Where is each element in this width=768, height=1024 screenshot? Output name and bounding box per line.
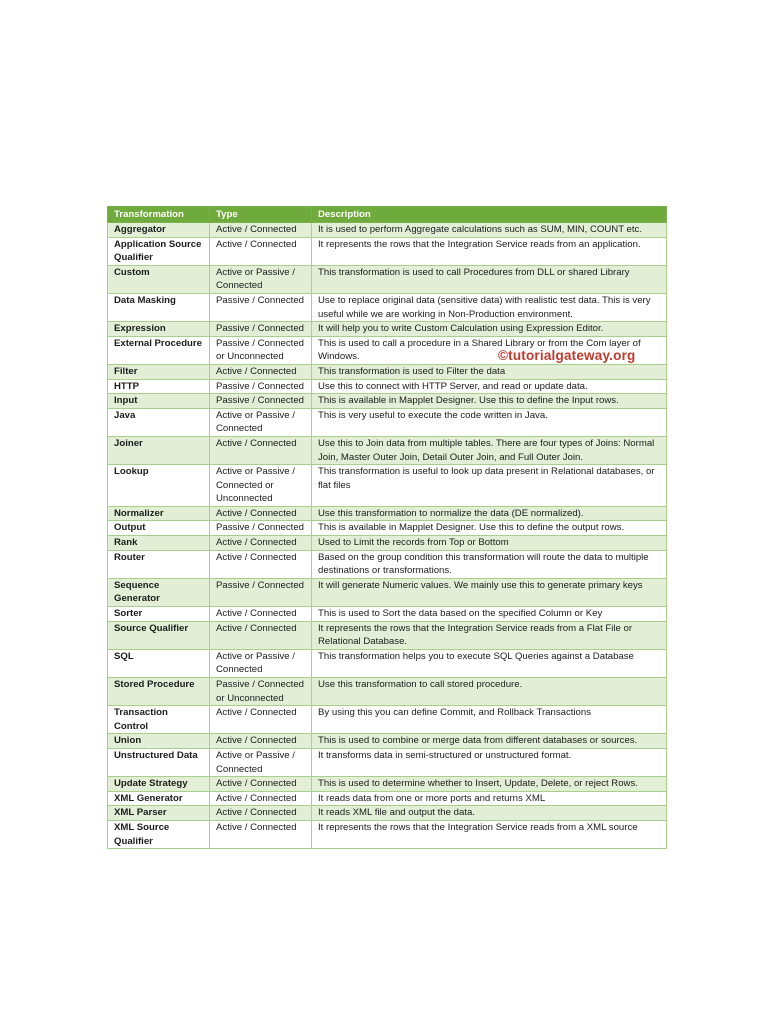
transformation-type-cell: Active / Connected	[210, 436, 312, 464]
transformation-name-cell: XML Generator	[108, 791, 210, 806]
transformation-type-cell: Active / Connected	[210, 734, 312, 749]
transformation-description-cell: It represents the rows that the Integration Service reads from an application.	[312, 237, 667, 265]
transformation-name-cell: XML Source Qualifier	[108, 820, 210, 848]
transformation-description-cell: This is available in Mapplet Designer. Use this to define the Input rows.	[312, 394, 667, 409]
transformation-description-cell: This transformation helps you to execute SQL Queries against a Database	[312, 649, 667, 677]
table-row	[108, 649, 667, 677]
transformation-description-cell: This is used to combine or merge data from different databases or sources.	[312, 734, 667, 749]
table-row	[108, 621, 667, 649]
table-row	[108, 578, 667, 606]
transformation-description-cell: Use this transformation to call stored procedure.	[312, 678, 667, 706]
transformation-description-cell: Used to Limit the records from Top or Bottom	[312, 536, 667, 551]
transformation-type-cell: Active or Passive / Connected	[210, 408, 312, 436]
transformation-type-cell: Active / Connected	[210, 621, 312, 649]
transformation-type-cell: Passive / Connected	[210, 293, 312, 321]
transformation-name-cell: Update Strategy	[108, 777, 210, 792]
transformation-type-cell: Active / Connected	[210, 536, 312, 551]
transformation-description-cell: It reads XML file and output the data.	[312, 806, 667, 821]
transformation-name-cell: Source Qualifier	[108, 621, 210, 649]
transformation-name-cell: SQL	[108, 649, 210, 677]
transformation-name-cell: Rank	[108, 536, 210, 551]
table-row	[108, 265, 667, 293]
transformation-description-cell: It will generate Numeric values. We mainly use this to generate primary keys	[312, 578, 667, 606]
transformation-description-cell: Use this to connect with HTTP Server, and read or update data.	[312, 379, 667, 394]
transformation-name-cell: Sorter	[108, 607, 210, 622]
transformation-name-cell: Expression	[108, 322, 210, 337]
transformation-name-cell: XML Parser	[108, 806, 210, 821]
table-row	[108, 223, 667, 238]
header-description: Description	[312, 207, 667, 223]
transformation-type-cell: Passive / Connected or Unconnected	[210, 336, 312, 364]
transformation-description-cell: Use this transformation to normalize the data (DE normalized).	[312, 506, 667, 521]
transformation-description-cell: It is used to perform Aggregate calculations such as SUM, MIN, COUNT etc.	[312, 223, 667, 238]
table-row	[108, 379, 667, 394]
table-header	[108, 207, 667, 223]
transformation-name-cell: Application Source Qualifier	[108, 237, 210, 265]
transformation-type-cell: Active or Passive / Connected or Unconnected	[210, 465, 312, 507]
transformation-description-cell: This is very useful to execute the code written in Java.	[312, 408, 667, 436]
transformation-name-cell: Lookup	[108, 465, 210, 507]
transformation-name-cell: Transaction Control	[108, 706, 210, 734]
table-row	[108, 820, 667, 848]
transformation-name-cell: Aggregator	[108, 223, 210, 238]
table-row	[108, 734, 667, 749]
table-row	[108, 436, 667, 464]
table-row	[108, 394, 667, 409]
transformation-description-cell: This transformation is used to call Procedures from DLL or shared Library	[312, 265, 667, 293]
transformation-type-cell: Active or Passive / Connected	[210, 649, 312, 677]
table-row	[108, 237, 667, 265]
transformation-description-cell: It represents the rows that the Integration Service reads from a Flat File or Relational Database.	[312, 621, 667, 649]
transformation-description-cell: Based on the group condition this transformation will route the data to multiple destinations or transformations.	[312, 550, 667, 578]
transformation-type-cell: Active or Passive / Connected	[210, 748, 312, 776]
transformation-name-cell: Joiner	[108, 436, 210, 464]
transformation-name-cell: HTTP	[108, 379, 210, 394]
transformation-type-cell: Passive / Connected	[210, 379, 312, 394]
table-row	[108, 748, 667, 776]
table-body	[108, 223, 667, 849]
transformation-type-cell: Active / Connected	[210, 706, 312, 734]
transformation-type-cell: Active or Passive / Connected	[210, 265, 312, 293]
table-row	[108, 536, 667, 551]
transformation-type-cell: Passive / Connected	[210, 394, 312, 409]
transformation-type-cell: Active / Connected	[210, 237, 312, 265]
transformation-type-cell: Active / Connected	[210, 777, 312, 792]
transformation-description-cell: Use this to Join data from multiple tables. There are four types of Joins: Normal Join, Master Outer Join, Detail Outer Join, and Full Outer Join.	[312, 436, 667, 464]
transformations-table-container	[107, 206, 666, 849]
transformation-description-cell: It reads data from one or more ports and returns XML	[312, 791, 667, 806]
transformation-name-cell: Data Masking	[108, 293, 210, 321]
table-row	[108, 465, 667, 507]
table-row	[108, 678, 667, 706]
transformation-description-cell: This is used to determine whether to Insert, Update, Delete, or reject Rows.	[312, 777, 667, 792]
transformation-type-cell: Passive / Connected	[210, 521, 312, 536]
table-row	[108, 607, 667, 622]
transformation-name-cell: Stored Procedure	[108, 678, 210, 706]
header-transformation: Transformation	[108, 207, 210, 223]
transformation-type-cell: Active / Connected	[210, 806, 312, 821]
table-row	[108, 777, 667, 792]
table-row	[108, 322, 667, 337]
transformation-type-cell: Active / Connected	[210, 223, 312, 238]
transformation-type-cell: Active / Connected	[210, 550, 312, 578]
table-row	[108, 706, 667, 734]
transformation-name-cell: Union	[108, 734, 210, 749]
transformation-description-cell: This transformation is useful to look up data present in Relational databases, or flat files	[312, 465, 667, 507]
transformation-description-cell: By using this you can define Commit, and Rollback Transactions	[312, 706, 667, 734]
table-row	[108, 506, 667, 521]
table-row	[108, 550, 667, 578]
transformation-name-cell: Normalizer	[108, 506, 210, 521]
transformation-name-cell: Filter	[108, 364, 210, 379]
transformation-name-cell: Output	[108, 521, 210, 536]
transformation-type-cell: Active / Connected	[210, 506, 312, 521]
table-row	[108, 364, 667, 379]
transformation-type-cell: Active / Connected	[210, 820, 312, 848]
transformation-description-cell: This transformation is used to Filter the data	[312, 364, 667, 379]
transformation-type-cell: Passive / Connected	[210, 578, 312, 606]
table-row	[108, 806, 667, 821]
transformation-type-cell: Passive / Connected	[210, 322, 312, 337]
transformation-name-cell: Input	[108, 394, 210, 409]
transformation-type-cell: Active / Connected	[210, 364, 312, 379]
header-row	[108, 207, 667, 223]
transformation-description-cell: It represents the rows that the Integration Service reads from a XML source	[312, 820, 667, 848]
table-row	[108, 293, 667, 321]
transformation-name-cell: Java	[108, 408, 210, 436]
transformation-name-cell: Unstructured Data	[108, 748, 210, 776]
transformation-name-cell: External Procedure	[108, 336, 210, 364]
table-row	[108, 408, 667, 436]
transformation-description-cell: This is used to call a procedure in a Shared Library or from the Com layer of Windows.	[312, 336, 667, 364]
transformation-name-cell: Sequence Generator	[108, 578, 210, 606]
transformations-table	[107, 206, 667, 849]
transformation-description-cell: This is available in Mapplet Designer. Use this to define the output rows.	[312, 521, 667, 536]
watermark: ©tutorialgateway.org	[498, 348, 636, 363]
table-row	[108, 521, 667, 536]
transformation-name-cell: Router	[108, 550, 210, 578]
transformation-type-cell: Active / Connected	[210, 607, 312, 622]
transformation-description-cell: Use to replace original data (sensitive data) with realistic test data. This is very useful while we are working in Non-Production environment.	[312, 293, 667, 321]
transformation-type-cell: Active / Connected	[210, 791, 312, 806]
transformation-type-cell: Passive / Connected or Unconnected	[210, 678, 312, 706]
transformation-description-cell: It will help you to write Custom Calculation using Expression Editor.	[312, 322, 667, 337]
transformation-description-cell: It transforms data in semi-structured or unstructured format.	[312, 748, 667, 776]
transformation-name-cell: Custom	[108, 265, 210, 293]
transformation-description-cell: This is used to Sort the data based on the specified Column or Key	[312, 607, 667, 622]
header-type: Type	[210, 207, 312, 223]
table-row	[108, 791, 667, 806]
